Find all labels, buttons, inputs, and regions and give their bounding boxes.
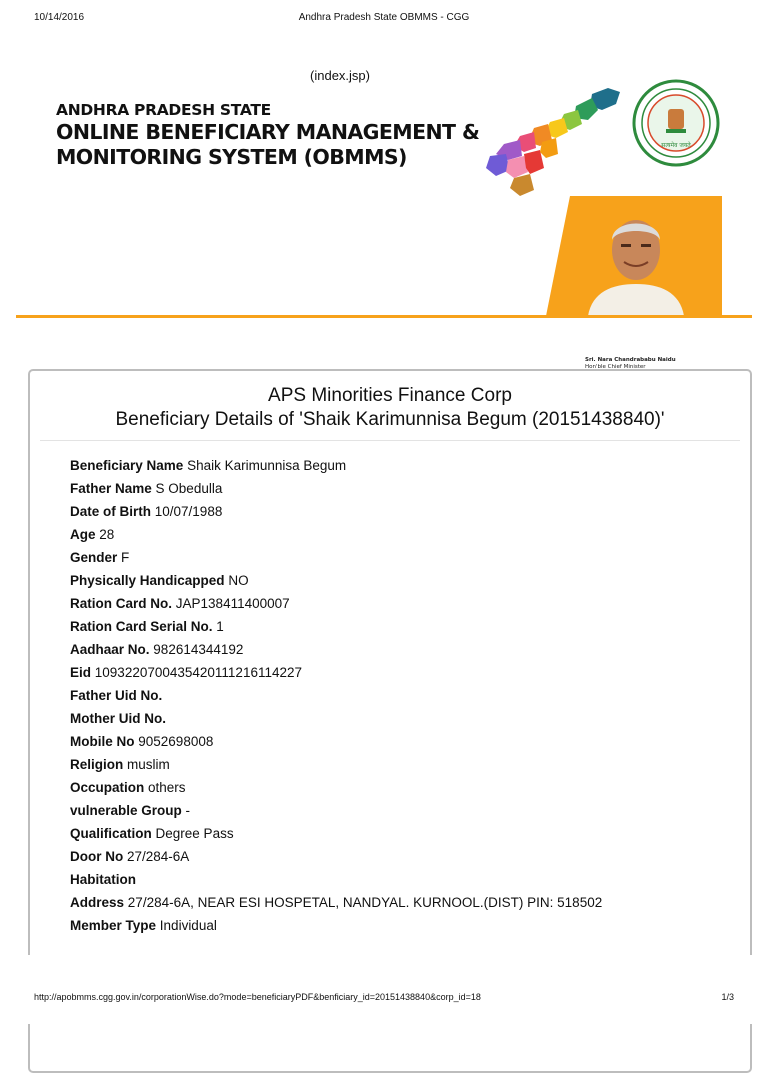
field-value: Degree Pass — [155, 826, 234, 841]
emblem-motto: सत्यमेव जयते — [661, 142, 691, 149]
card-header — [40, 371, 740, 441]
field-row — [70, 477, 602, 500]
field-value: 28 — [99, 527, 115, 542]
index-link[interactable]: (index.jsp) — [310, 68, 370, 83]
field-value: - — [185, 803, 191, 818]
field-value: 1093220700435420111216114227 — [94, 665, 303, 680]
field-row — [70, 753, 602, 776]
field-label: Member Type — [70, 918, 157, 933]
field-label: Mother Uid No. — [70, 711, 166, 726]
print-title: Andhra Pradesh State OBMMS - CGG — [298, 12, 470, 23]
field-row — [70, 615, 602, 638]
page-bottom-margin — [0, 955, 768, 1024]
field-label: Ration Card No. — [70, 596, 173, 611]
field-row — [70, 914, 602, 937]
field-label: Age — [70, 527, 96, 542]
banner-divider — [16, 315, 752, 318]
print-header — [34, 12, 734, 26]
page-number: 1/3 — [721, 992, 734, 1002]
field-value: 27/284-6A — [127, 849, 190, 864]
government-emblem — [632, 79, 720, 167]
field-label: Date of Birth — [70, 504, 151, 519]
field-value: JAP138411400007 — [175, 596, 290, 611]
field-label: Door No — [70, 849, 124, 864]
cm-role: Hon'ble Chief Minister — [585, 363, 646, 370]
field-row — [70, 845, 602, 868]
field-row — [70, 891, 602, 914]
corporation-name: APS Minorities Finance Corp — [268, 385, 512, 406]
field-row — [70, 730, 602, 753]
field-value: F — [121, 550, 130, 565]
field-row — [70, 592, 602, 615]
field-label: Ration Card Serial No. — [70, 619, 213, 634]
print-date: 10/14/2016 — [34, 12, 85, 23]
state-name: ANDHRA PRADESH STATE — [56, 101, 271, 119]
field-value: 982614344192 — [153, 642, 244, 657]
andhra-pradesh-map-logo — [484, 84, 624, 199]
system-title-line1: ONLINE BENEFICIARY MANAGEMENT & — [56, 120, 480, 144]
field-value: NO — [228, 573, 249, 588]
field-label: Father Uid No. — [70, 688, 163, 703]
field-row — [70, 707, 602, 730]
field-row — [70, 799, 602, 822]
field-row — [70, 822, 602, 845]
beneficiary-field-list — [70, 454, 602, 937]
field-row — [70, 776, 602, 799]
field-label: Eid — [70, 665, 92, 680]
system-title — [56, 120, 486, 170]
field-label: Beneficiary Name — [70, 458, 184, 473]
field-value: S Obedulla — [155, 481, 223, 496]
field-label: Occupation — [70, 780, 145, 795]
field-row — [70, 546, 602, 569]
field-label: Habitation — [70, 872, 136, 887]
field-row — [70, 638, 602, 661]
field-label: vulnerable Group — [70, 803, 182, 818]
system-title-line2: MONITORING SYSTEM (OBMMS) — [56, 145, 407, 169]
field-label: Mobile No — [70, 734, 135, 749]
beneficiary-heading: Beneficiary Details of 'Shaik Karimunnisa Begum (20151438840)' — [115, 409, 665, 430]
field-value: 1 — [216, 619, 224, 634]
chief-minister-photo — [578, 200, 694, 316]
field-row — [70, 523, 602, 546]
field-value: 10/07/1988 — [154, 504, 223, 519]
print-footer — [34, 992, 734, 1006]
field-value: 27/284-6A, NEAR ESI HOSPETAL, NANDYAL. KURNOOL.(DIST) PIN: 518502 — [127, 895, 603, 910]
field-value: muslim — [127, 757, 170, 772]
field-label: Religion — [70, 757, 124, 772]
field-value: Shaik Karimunnisa Begum — [187, 458, 347, 473]
field-row — [70, 684, 602, 707]
field-label: Gender — [70, 550, 118, 565]
field-row — [70, 868, 602, 891]
field-row — [70, 500, 602, 523]
field-row — [70, 454, 602, 477]
field-row — [70, 569, 602, 592]
field-row — [70, 661, 602, 684]
cm-name: Sri. Nara Chandrababu Naidu — [585, 357, 676, 363]
field-label: Address — [70, 895, 125, 910]
field-label: Qualification — [70, 826, 152, 841]
field-value: others — [148, 780, 186, 795]
field-label: Father Name — [70, 481, 152, 496]
print-url: http://apobmms.cgg.gov.in/corporationWise.do?mode=beneficiaryPDF&benficiary_id=20151438840&corp_id=18 — [34, 992, 481, 1002]
field-label: Physically Handicapped — [70, 573, 225, 588]
field-value: 9052698008 — [138, 734, 214, 749]
field-label: Aadhaar No. — [70, 642, 150, 657]
field-value: Individual — [159, 918, 217, 933]
